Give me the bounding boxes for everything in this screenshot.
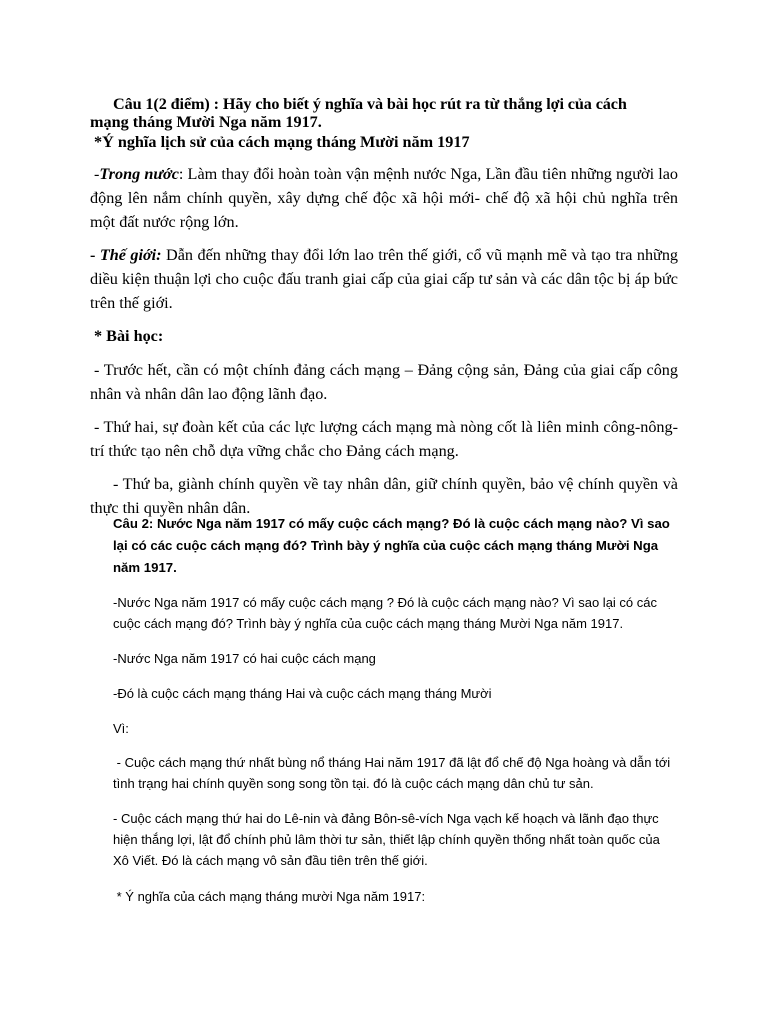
q1-meaning-heading: *Ý nghĩa lịch sử của cách mạng tháng Mười năm 1917 [94, 133, 470, 151]
domestic-text: : Làm thay đổi hoàn toàn vận mệnh nước Nga, Lần đầu tiên những người lao động lên nắm chính quyền, xây dựng chế độc xã hội mới- chế độ xã hội chủ nghĩa trên một đất nước rộng lớn. [90, 165, 678, 231]
q2-title: Câu 2: Nước Nga năm 1917 có mấy cuộc cách mạng? Đó là cuộc cách mạng nào? Vì sao lại có các cuộc cách mạng đó? Trình bày ý nghĩa của cuộc cách mạng tháng Mười Nga năm 1917. [113, 516, 670, 575]
domestic-paragraph [90, 162, 678, 234]
domestic-label: Trong nước [99, 165, 179, 183]
q2-paragraph-7: * Ý nghĩa của cách mạng tháng mười Nga năm 1917: [113, 889, 426, 904]
q2-paragraph-1: -Nước Nga năm 1917 có mấy cuộc cách mạng ? Đó là cuộc cách mạng nào? Vì sao lại có các cuộc cách mạng đó? Trình bày ý nghĩa của cuộc cách mạng tháng Mười Nga năm 1917. [113, 595, 658, 631]
q2-paragraph-3: -Đó là cuộc cách mạng tháng Hai và cuộc cách mạng tháng Mười [113, 686, 492, 701]
q2-paragraph-4: Vì: [113, 721, 129, 736]
q2-paragraph-6: - Cuộc cách mạng thứ hai do Lê-nin và đảng Bôn-sê-vích Nga vạch kế hoạch và lãnh đạo thực hiện thắng lợi, lật đổ chính phủ lâm thời tư sản, thiết lập chính quyền thống nhất toàn quốc của Xô Viết. Đó là cách mạng vô sản đầu tiên trên thế giới. [113, 811, 660, 868]
q1-title-line2: mạng tháng Mười Nga năm 1917. [90, 113, 322, 131]
q1-title-line1: Câu 1(2 điểm) : Hãy cho biết ý nghĩa và bài học rút ra từ thắng lợi của cách [113, 95, 627, 113]
lesson-3: - Thứ ba, giành chính quyền về tay nhân dân, giữ chính quyền, bảo vệ chính quyền và thực thi quyền nhân dân. [90, 475, 678, 517]
domestic-prefix: - [94, 165, 100, 183]
lesson-2: - Thứ hai, sự đoàn kết của các lực lượng cách mạng mà nòng cốt là liên minh công-nông- trí thức tạo nên chỗ dựa vững chắc cho Đảng cách mạng. [90, 418, 678, 460]
lessons-heading: * Bài học: [94, 327, 164, 345]
world-text: Dẫn đến những thay đổi lớn lao trên thế giới, cổ vũ mạnh mẽ và tạo tra những diều kiện thuận lợi cho cuộc đấu tranh giai cấp của giai cấp tư sản và các dân tộc bị áp bức trên thế giới. [90, 246, 679, 312]
world-paragraph [90, 243, 678, 315]
world-label: Thế giới: [99, 246, 162, 264]
world-prefix: - [90, 246, 100, 264]
q1-title [90, 92, 678, 134]
q2-paragraph-2: -Nước Nga năm 1917 có hai cuộc cách mạng [113, 651, 376, 666]
lesson-1: - Trước hết, cần có một chính đảng cách mạng – Đảng cộng sản, Đảng của giai cấp công nhân và nhân dân lao động lãnh đạo. [90, 361, 678, 403]
q2-paragraph-5: - Cuộc cách mạng thứ nhất bùng nổ tháng Hai năm 1917 đã lật đổ chế độ Nga hoàng và dẫn tới tình trạng hai chính quyền song song tồn tại. đó là cuộc cách mạng dân chủ tư sản. [113, 755, 674, 791]
